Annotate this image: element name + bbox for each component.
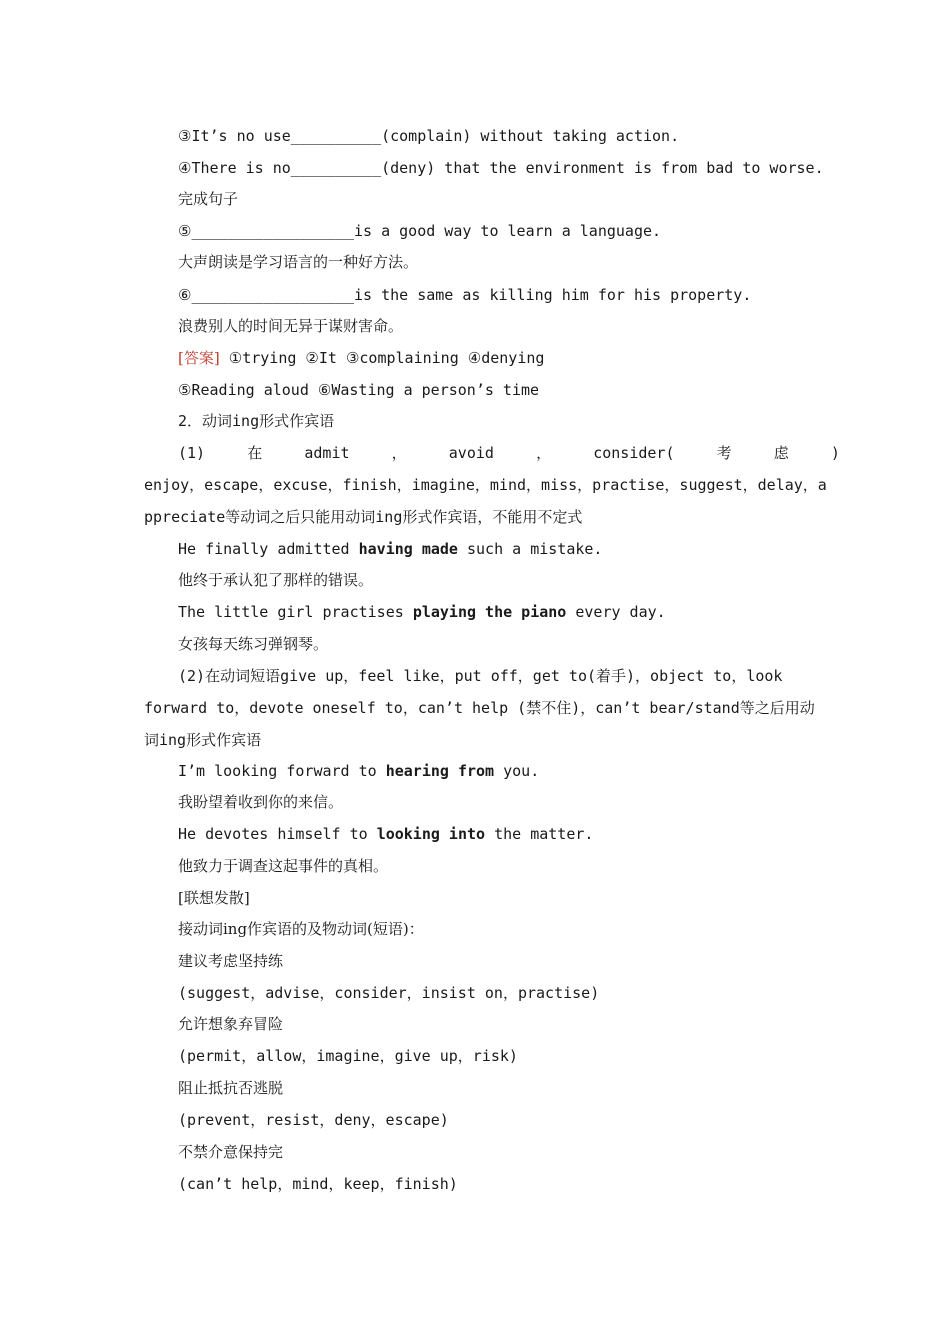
rule-part: ) (830, 444, 840, 462)
answer-label: [答案] (178, 349, 220, 367)
mnemonic-line-2: 允许想象弃冒险 (178, 1015, 284, 1033)
example-text: I’m looking forward to (178, 762, 386, 780)
rule-part: ， (536, 444, 552, 462)
example-sentence-4 (178, 822, 593, 846)
example-translation-1: 他终于承认犯了那样的错误。 (178, 571, 374, 589)
mnemonic-words-3: (prevent，resist，deny，escape) (178, 1111, 449, 1129)
rule-2-line-2: forward to，devote oneself to，can’t help (禁不住)，can’t bear/stand等之后用动 (144, 699, 815, 717)
example-sentence-1 (178, 537, 602, 561)
exercise-item-6: ⑥__________________is the same as killing him for his property. (178, 286, 752, 304)
rule-2-first-line: (2)在动词短语give up，feel like，put off，get to(着手)，object to，look (178, 667, 783, 685)
exercise-item-5-translation: 大声朗读是学习语言的一种好方法。 (178, 253, 419, 271)
mnemonic-line-3: 阻止抵抗否逃脱 (178, 1079, 284, 1097)
example-text: He finally admitted (178, 540, 359, 558)
mnemonic-words-4: (can’t help，mind，keep，finish) (178, 1175, 458, 1193)
rule-1-first-line (178, 441, 840, 465)
example-highlight: looking into (376, 825, 486, 843)
rule-part: (1) (178, 444, 206, 462)
rule-part: 虑 (773, 444, 789, 462)
example-sentence-3 (178, 759, 539, 783)
association-intro: 接动词ing作宾语的及物动词(短语)： (178, 920, 424, 938)
section-heading-gerund-object: 2．动词ing形式作宾语 (178, 412, 335, 430)
example-translation-2: 女孩每天练习弹钢琴。 (178, 635, 329, 653)
answer-values: ①trying ②It ③complaining ④denying (219, 349, 545, 367)
rule-part: 考 (716, 444, 732, 462)
rule-2-line-3: 词ing形式作宾语 (144, 731, 262, 749)
example-text: every day. (566, 603, 666, 621)
section-heading-complete-sentences: 完成句子 (178, 190, 239, 208)
example-sentence-2 (178, 600, 666, 624)
rule-part: ， (391, 444, 407, 462)
association-heading: [联想发散] (178, 889, 250, 907)
exercise-item-4: ④There is no__________(deny) that the environment is from bad to worse. (178, 159, 824, 177)
answer-line (178, 346, 544, 370)
mnemonic-words-2: (permit，allow，imagine，give up，risk) (178, 1047, 518, 1065)
exercise-item-5: ⑤__________________is a good way to learn a language. (178, 222, 662, 240)
mnemonic-words-1: (suggest，advise，consider，insist on，practise) (178, 984, 600, 1002)
example-highlight: hearing from (385, 762, 495, 780)
rule-1-line-2: enjoy，escape，excuse，finish，imagine，mind，miss，practise，suggest，delay，a (144, 476, 827, 494)
mnemonic-line-4: 不禁介意保持完 (178, 1143, 284, 1161)
answer-line-2: ⑤Reading aloud ⑥Wasting a person’s time (178, 381, 540, 399)
example-translation-3: 我盼望着收到你的来信。 (178, 793, 344, 811)
rule-1-line-3: ppreciate等动词之后只能用动词ing形式作宾语，不能用不定式 (144, 508, 583, 526)
rule-part: consider( (593, 444, 675, 462)
exercise-item-6-translation: 浪费别人的时间无异于谋财害命。 (178, 317, 404, 335)
example-highlight: having made (358, 540, 458, 558)
example-text: you. (494, 762, 540, 780)
example-text: The little girl practises (178, 603, 413, 621)
example-text: He devotes himself to (178, 825, 377, 843)
example-text: such a mistake. (457, 540, 603, 558)
example-translation-4: 他致力于调查这起事件的真相。 (178, 857, 389, 875)
exercise-item-3: ③It’s no use__________(complain) without taking action. (178, 127, 680, 145)
mnemonic-line-1: 建议考虑坚持练 (178, 952, 284, 970)
rule-part: 在 (247, 444, 263, 462)
example-highlight: playing the piano (412, 603, 567, 621)
rule-part: admit (304, 444, 350, 462)
rule-part: avoid (448, 444, 494, 462)
example-text: the matter. (485, 825, 594, 843)
